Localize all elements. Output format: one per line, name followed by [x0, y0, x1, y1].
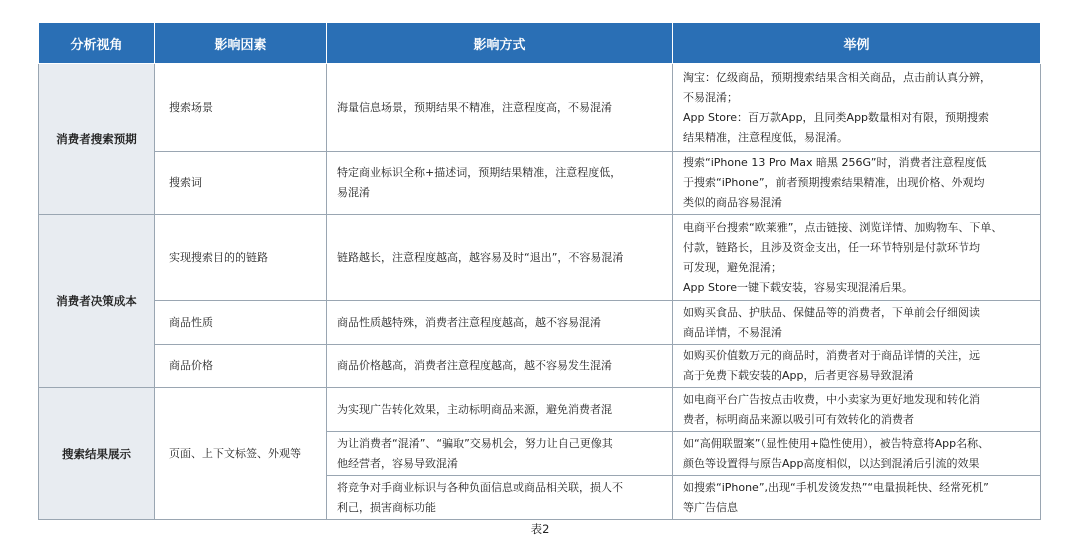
- example-cell: 如搜索“iPhone”,出现“手机发烫发热”“电量损耗快、经常死机” 等广告信息: [673, 476, 1041, 520]
- method-cell: 特定商业标识全称+描述词，预期结果精准，注意程度低， 易混淆: [327, 152, 673, 215]
- table-header-row: [39, 23, 1041, 64]
- factor-cell: 页面、上下文标签、外观等: [155, 388, 327, 520]
- method-cell: 商品性质越特殊，消费者注意程度越高，越不容易混淆: [327, 301, 673, 345]
- example-cell: 电商平台搜索“欧莱雅”，点击链接、浏览详情、加购物车、下单、 付款，链路长，且涉及资金支出，任一环节特别是付款环节均 可发现，避免混淆； App Store一键下载安装，容易实现混淆后果。: [673, 215, 1041, 301]
- table-row: [39, 152, 1041, 215]
- example-cell: 如“高佣联盟案”（显性使用+隐性使用），被告特意将App名称、 颜色等设置得与原告App高度相似，以达到混淆后引流的效果: [673, 432, 1041, 476]
- table-caption: 表2: [530, 522, 550, 536]
- category-cell: 消费者搜索预期: [39, 64, 155, 215]
- factor-cell: 商品性质: [155, 301, 327, 345]
- method-cell: 为实现广告转化效果，主动标明商品来源，避免消费者混: [327, 388, 673, 432]
- factor-cell: 商品价格: [155, 345, 327, 388]
- factor-cell: 搜索词: [155, 152, 327, 215]
- example-cell: 如购买食品、护肤品、保健品等的消费者，下单前会仔细阅读 商品详情，不易混淆: [673, 301, 1041, 345]
- table-row: [39, 301, 1041, 345]
- table-row: [39, 388, 1041, 432]
- category-cell: 消费者决策成本: [39, 215, 155, 388]
- header-method: 影响方式: [327, 23, 673, 64]
- example-cell: 搜索“iPhone 13 Pro Max 暗黑 256G”时，消费者注意程度低 于搜索“iPhone”，前者预期搜索结果精准，出现价格、外观均 类似的商品容易混淆: [673, 152, 1041, 215]
- analysis-table: [38, 22, 1041, 520]
- header-perspective: 分析视角: [39, 23, 155, 64]
- table-container: [38, 22, 1040, 520]
- factor-cell: 实现搜索目的的链路: [155, 215, 327, 301]
- method-cell: 海量信息场景，预期结果不精准，注意程度高，不易混淆: [327, 64, 673, 152]
- table-row: [39, 345, 1041, 388]
- header-example: 举例: [673, 23, 1041, 64]
- table-row: [39, 215, 1041, 301]
- category-cell: 搜索结果展示: [39, 388, 155, 520]
- example-cell: 淘宝：亿级商品，预期搜索结果含相关商品，点击前认真分辨， 不易混淆； App Store：百万款App，且同类App数量相对有限，预期搜索 结果精准，注意程度低，易混淆。: [673, 64, 1041, 152]
- method-cell: 链路越长，注意程度越高，越容易及时“退出”，不容易混淆: [327, 215, 673, 301]
- method-cell: 将竞争对手商业标识与各种负面信息或商品相关联，损人不 利己，损害商标功能: [327, 476, 673, 520]
- table-row: [39, 64, 1041, 152]
- example-cell: 如电商平台广告按点击收费，中小卖家为更好地发现和转化消 费者，标明商品来源以吸引可有效转化的消费者: [673, 388, 1041, 432]
- example-cell: 如购买价值数万元的商品时，消费者对于商品详情的关注，远 高于免费下载安装的App，后者更容易导致混淆: [673, 345, 1041, 388]
- method-cell: 为让消费者“混淆”、“骗取”交易机会，努力让自己更像其 他经营者，容易导致混淆: [327, 432, 673, 476]
- method-cell: 商品价格越高，消费者注意程度越高，越不容易发生混淆: [327, 345, 673, 388]
- header-factor: 影响因素: [155, 23, 327, 64]
- factor-cell: 搜索场景: [155, 64, 327, 152]
